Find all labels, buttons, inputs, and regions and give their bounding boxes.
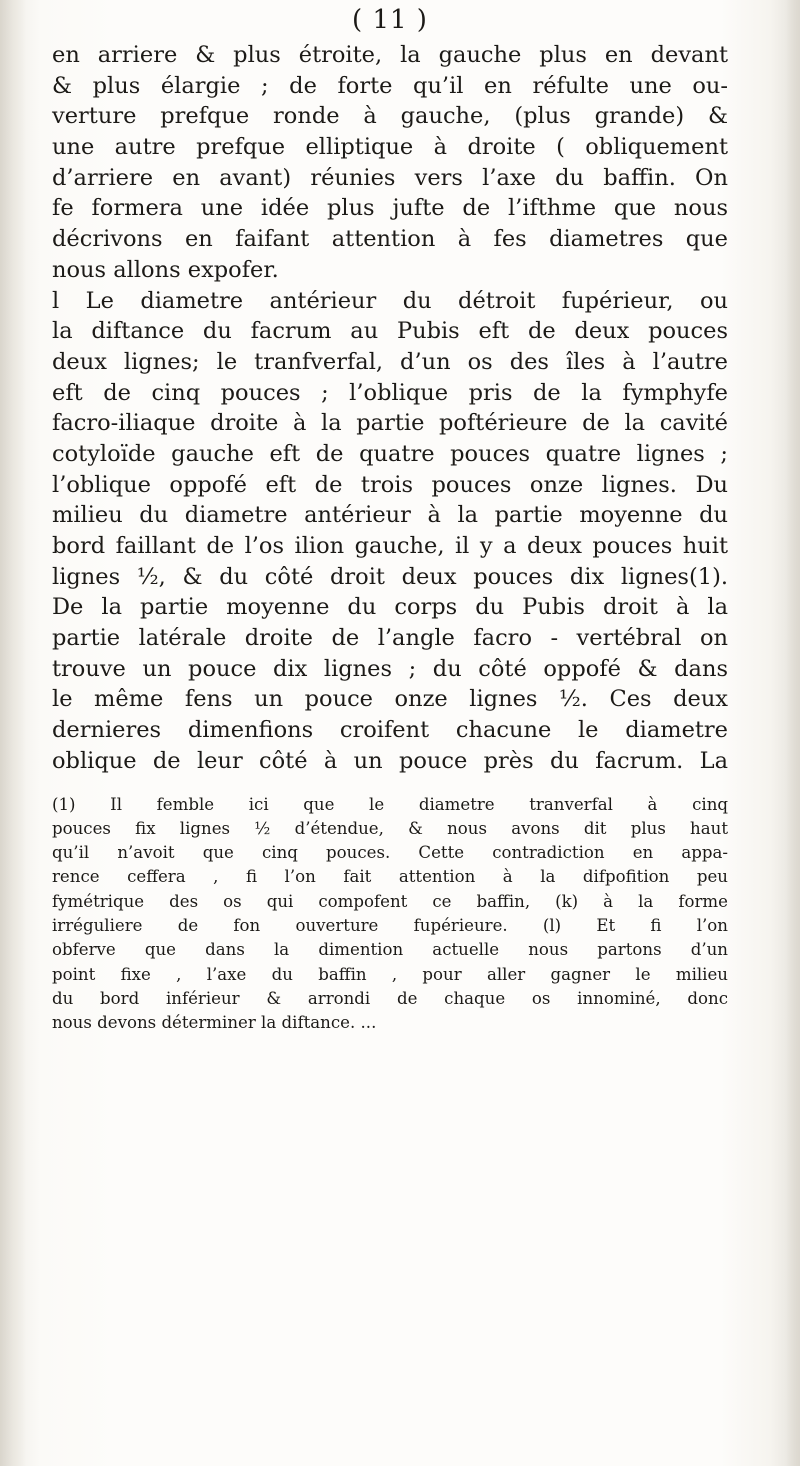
footnote-line: qu’il n’avoit que cinq pouces. Cette contradiction en appa- xyxy=(52,843,728,863)
text-line: De la partie moyenne du corps du Pubis droit à la xyxy=(52,594,728,621)
footnote-line: nous devons déterminer la diftance. ... xyxy=(52,1013,377,1033)
text-block xyxy=(52,0,728,1035)
text-line: trouve un pouce dix lignes ; du côté oppofé & dans xyxy=(52,655,728,682)
text-line: l Le diametre antérieur du détroit fupérieur, ou xyxy=(52,287,728,314)
footnote-line: point fixe , l’axe du baffin , pour aller gagner le milieu xyxy=(52,964,728,984)
text-line: le même fens un pouce onze lignes ½. Ces deux xyxy=(52,686,728,713)
footnote-line: obferve que dans la dimention actuelle nous partons d’un xyxy=(52,940,728,960)
footnote-line: rence ceffera , fi l’on fait attention à la difpofition peu xyxy=(52,867,728,887)
text-line: la diftance du facrum au Pubis eft de deux pouces xyxy=(52,318,728,345)
text-line: oblique de leur côté à un pouce près du facrum. La xyxy=(52,747,728,774)
text-line: & plus élargie ; de forte qu’il en réfulte une ou- xyxy=(52,72,728,99)
footnote-line: fymétrique des os qui compofent ce baffin, (k) à la forme xyxy=(52,891,728,911)
text-line: l’oblique oppofé eft de trois pouces onze lignes. Du xyxy=(52,471,728,498)
text-line: bord faillant de l’os ilion gauche, il y a deux pouces huit xyxy=(52,533,728,559)
footnote-line: du bord inférieur & arrondi de chaque os innominé, donc xyxy=(52,988,728,1008)
footnote-line: (1) Il femble ici que le diametre tranverfal à cinq xyxy=(52,794,728,814)
footnote xyxy=(52,793,728,1036)
text-line: eft de cinq pouces ; l’oblique pris de la fymphyfe xyxy=(52,379,728,406)
text-line: d’arriere en avant) réunies vers l’axe du baffin. On xyxy=(52,164,728,191)
text-line: lignes ½, & du côté droit deux pouces dix lignes(1). xyxy=(52,563,728,590)
footnote-line: pouces fix lignes ½ d’étendue, & nous avons dit plus haut xyxy=(52,818,728,838)
text-line: une autre prefque elliptique à droite ( obliquement xyxy=(52,134,728,161)
text-line: facro-iliaque droite à la partie poftérieure de la cavité xyxy=(52,410,728,437)
text-line: verture prefque ronde à gauche, (plus grande) & xyxy=(52,103,728,130)
text-line: milieu du diametre antérieur à la partie moyenne du xyxy=(52,502,728,529)
page-edge-shadow xyxy=(786,0,800,1466)
text-line: dernieres dimenfions croifent chacune le diametre xyxy=(52,717,728,744)
text-line: partie latérale droite de l’angle facro - vertébral on xyxy=(52,625,728,652)
main-text xyxy=(52,40,728,777)
text-line: fe formera une idée plus jufte de l’ifthme que nous xyxy=(52,195,728,222)
text-line: décrivons en faifant attention à fes diametres que xyxy=(52,226,728,253)
text-line: nous allons expofer. xyxy=(52,256,279,283)
page-gutter-shadow xyxy=(0,0,26,1466)
text-line: en arriere & plus étroite, la gauche plus en devant xyxy=(52,42,728,68)
footnote-line: irréguliere de fon ouverture fupérieure. (l) Et fi l’on xyxy=(52,915,728,935)
page-number: ( 11 ) xyxy=(352,5,428,35)
text-line: deux lignes; le tranfverfal, d’un os des îles à l’autre xyxy=(52,348,728,375)
text-line: cotyloïde gauche eft de quatre pouces quatre lignes ; xyxy=(52,440,728,467)
